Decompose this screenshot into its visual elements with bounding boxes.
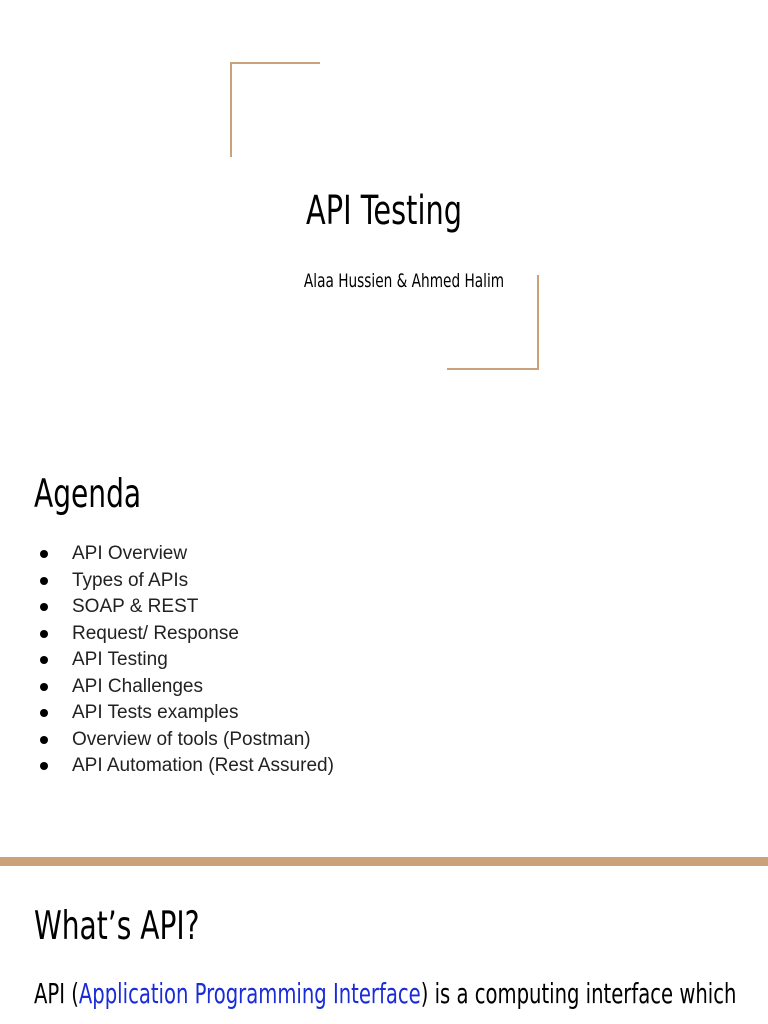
agenda-item	[40, 674, 334, 701]
agenda-item-label: Overview of tools (Postman)	[72, 728, 311, 750]
agenda-item	[40, 594, 334, 621]
agenda-item	[40, 621, 334, 648]
title-slide	[0, 0, 768, 432]
bullet-icon	[40, 603, 48, 611]
api-definition-link[interactable]: Application Programming Interface	[78, 977, 421, 1010]
agenda-heading: Agenda	[34, 472, 142, 517]
whats-api-heading: What’s API?	[34, 904, 200, 949]
corner-decoration-top-left	[230, 62, 320, 157]
bullet-icon	[40, 550, 48, 558]
whats-api-slide	[0, 866, 768, 1024]
body-text-prefix: API (	[34, 977, 79, 1010]
corner-decoration-bottom-right	[447, 275, 539, 370]
agenda-item	[40, 753, 334, 780]
bullet-icon	[40, 577, 48, 585]
presentation-title: API Testing	[306, 188, 462, 234]
agenda-item-label: API Automation (Rest Assured)	[72, 755, 334, 776]
bullet-icon	[40, 683, 48, 691]
agenda-item-label: Types of APIs	[72, 569, 189, 591]
agenda-item-label: API Tests examples	[72, 702, 239, 723]
agenda-item-label: API Overview	[72, 543, 188, 564]
bullet-icon	[40, 736, 48, 744]
agenda-slide	[0, 432, 768, 858]
bullet-icon	[40, 630, 48, 638]
agenda-item-label: API Challenges	[72, 675, 203, 697]
bullet-icon	[40, 709, 48, 717]
agenda-item-label: SOAP & REST	[72, 596, 199, 617]
bullet-icon	[40, 656, 48, 664]
agenda-list	[40, 541, 334, 780]
agenda-item	[40, 568, 334, 595]
whats-api-body	[34, 977, 736, 1010]
presentation-subtitle: Alaa Hussien & Ahmed Halim	[303, 270, 505, 292]
slide-divider	[0, 857, 768, 866]
agenda-item	[40, 647, 334, 674]
agenda-item	[40, 727, 334, 754]
agenda-item-label: Request/ Response	[72, 622, 239, 644]
bullet-icon	[40, 762, 48, 770]
agenda-item	[40, 700, 334, 727]
agenda-item	[40, 541, 334, 568]
body-text-suffix: ) is a computing interface which	[420, 977, 737, 1010]
agenda-item-label: API Testing	[72, 649, 168, 670]
